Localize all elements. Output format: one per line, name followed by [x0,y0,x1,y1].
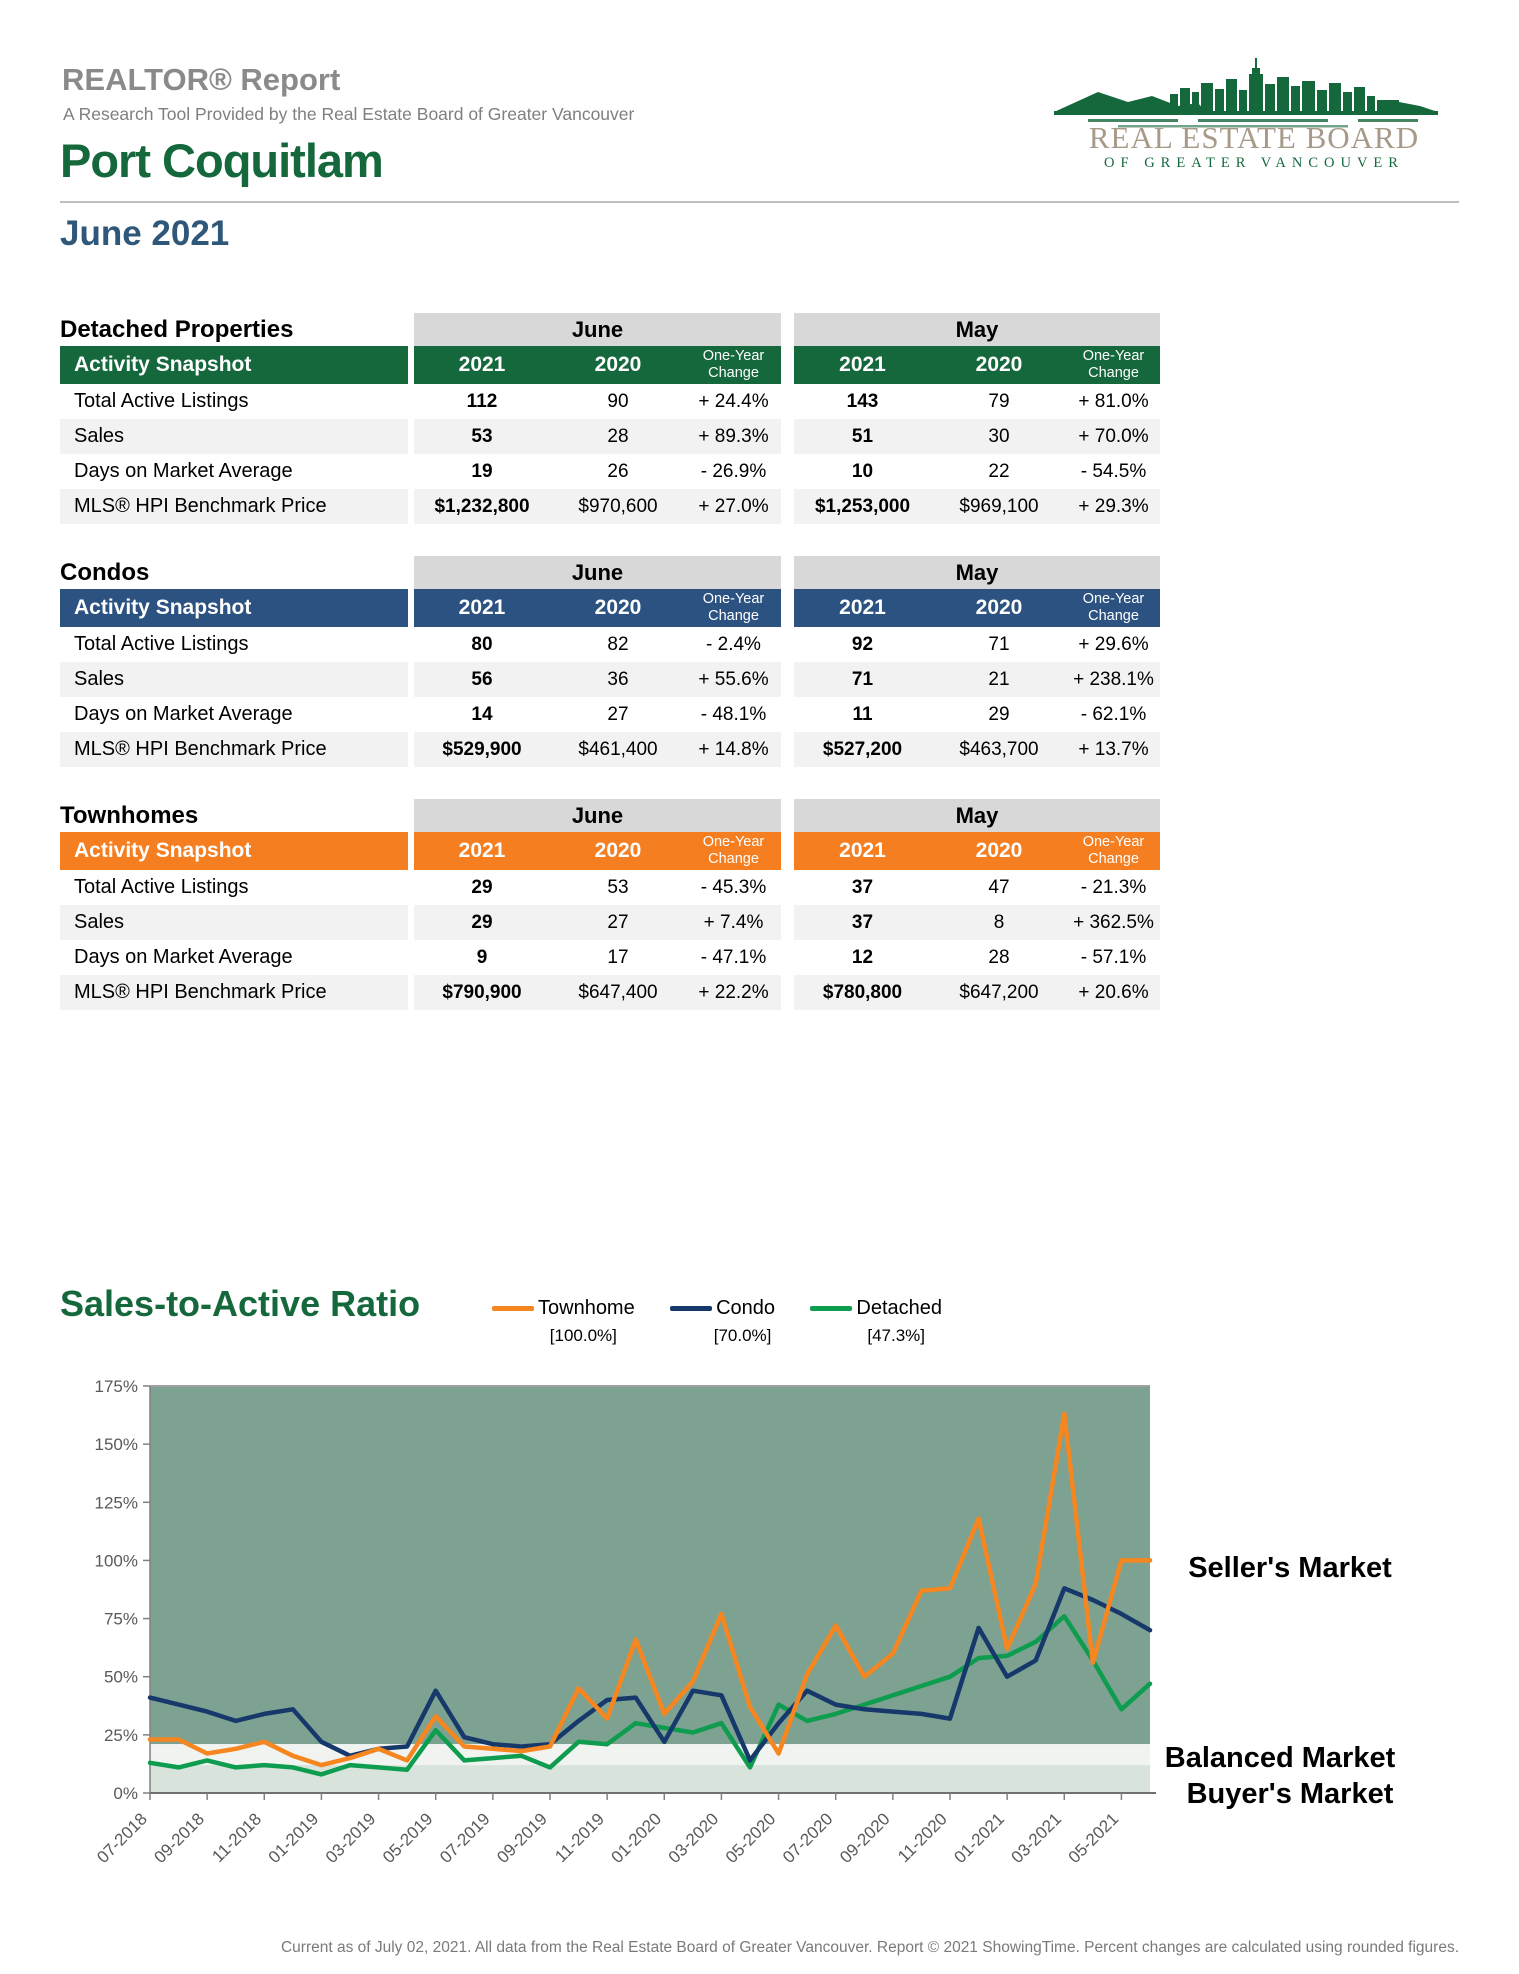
may-2021-value: 51 [794,419,931,454]
row-label: Total Active Listings [74,876,249,898]
x-tick-label: 07-2019 [436,1809,494,1867]
chart-title: Sales-to-Active Ratio [60,1283,421,1324]
legend-line-swatch [810,1306,852,1311]
june-2021-value: 14 [471,703,493,725]
may-change-value: + 81.0% [1078,390,1149,412]
row-label: Total Active Listings [74,633,249,655]
legend-entry [670,1297,775,1320]
report-period: June 2021 [60,214,230,253]
may-2021-value: $527,200 [794,732,931,767]
month-group-header: May [794,556,1160,589]
june-2021-value: $790,900 [414,975,550,1010]
y-tick-label: 125% [94,1493,138,1513]
column-header: 2020 [931,346,1067,384]
may-change-value: - 21.3% [1080,876,1147,898]
vancouver-skyline-graphic [1054,58,1438,128]
table-section-1 [60,556,1160,767]
month-group-header: June [414,799,781,832]
june-change-value: - 2.4% [706,633,761,655]
may-2021-value: 71 [794,662,931,697]
y-tick-label: 50% [103,1667,138,1687]
chart-legend [492,1297,942,1346]
june-2021-value: 19 [471,460,493,482]
snapshot-label: Activity Snapshot [60,589,408,627]
june-change-value: - 48.1% [700,703,767,725]
rebgv-logo [1048,50,1460,172]
x-tick-label: 11-2018 [208,1809,266,1867]
spacer [781,975,794,1010]
june-2021-value: 29 [471,876,493,898]
spacer [781,419,794,454]
column-header: One-Year Change [1067,832,1160,870]
spacer [781,346,794,384]
column-header: 2021 [414,346,550,384]
month-group-header: May [794,313,1160,346]
logo-line2: OF GREATER VANCOUVER [1104,155,1404,171]
row-label: Total Active Listings [74,390,249,412]
spacer [781,940,794,975]
june-change-value: + 27.0% [686,489,781,524]
page-title-city: Port Coquitlam [60,134,383,187]
spacer [781,832,794,870]
may-2020-value: $647,200 [931,975,1067,1010]
row-label: Sales [60,419,408,454]
may-change-value: + 13.7% [1067,732,1160,767]
section-title: Condos [60,559,150,586]
may-2021-value: 12 [851,946,874,968]
legend-item-detached [810,1297,942,1346]
column-header: 2020 [931,589,1067,627]
month-group-header: June [414,313,781,346]
may-change-value: - 62.1% [1080,703,1147,725]
x-tick-label: 11-2020 [894,1809,951,1867]
june-2020-value: 27 [607,703,629,725]
spacer [781,697,794,732]
legend-current-ratio: [100.0%] [549,1326,617,1345]
x-tick-label: 07-2018 [93,1809,151,1867]
legend-series-name: Detached [856,1297,942,1319]
sellers-market-label: Seller's Market [1188,1552,1392,1584]
spacer [781,627,794,662]
row-label: Days on Market Average [74,946,293,968]
logo-line1: REAL ESTATE BOARD [1088,120,1420,155]
legend-entry [492,1297,635,1320]
balanced-market-band [150,1744,1150,1765]
y-tick-label: 100% [94,1551,138,1571]
may-2020-value: 22 [988,460,1010,482]
june-2021-value: 56 [414,662,550,697]
sellers-market-band [150,1386,1150,1744]
spacer [781,905,794,940]
legend-series-name: Townhome [538,1297,635,1319]
y-tick-label: 175% [94,1380,138,1396]
y-tick-label: 0% [113,1784,138,1803]
spacer [781,799,794,832]
june-change-value: + 89.3% [686,419,781,454]
column-header: 2021 [414,589,550,627]
june-change-value: + 24.4% [698,390,769,412]
row-label: Days on Market Average [74,703,293,725]
column-header: One-Year Change [1067,346,1160,384]
may-2020-value: 30 [931,419,1067,454]
balanced-market-label: Balanced Market [1164,1742,1396,1774]
may-change-value: - 54.5% [1080,460,1147,482]
column-header: 2020 [550,832,686,870]
month-group-header: June [414,556,781,589]
spacer [781,454,794,489]
y-tick-label: 150% [94,1435,138,1455]
report-label: REALTOR® Report [62,62,341,97]
legend-line-swatch [492,1306,534,1311]
spacer [781,870,794,905]
x-tick-label: 01-2021 [950,1809,1008,1867]
spacer [781,489,794,524]
report-subtitle: A Research Tool Provided by the Real Estate Board of Greater Vancouver [63,104,635,124]
table-section-2 [60,799,1160,1010]
may-2021-value: 92 [851,633,874,655]
x-tick-label: 03-2019 [321,1809,380,1867]
x-tick-label: 01-2020 [607,1809,666,1867]
may-2021-value: 11 [852,703,873,725]
june-change-value: + 55.6% [686,662,781,697]
may-2021-value: $1,253,000 [794,489,931,524]
x-tick-label: 03-2021 [1007,1809,1066,1867]
legend-entry [810,1297,942,1320]
x-tick-label: 05-2020 [721,1809,780,1867]
june-2021-value: 112 [466,390,498,412]
snapshot-label: Activity Snapshot [60,832,408,870]
spacer [781,384,794,419]
row-label: Days on Market Average [74,460,293,482]
x-tick-label: 09-2020 [836,1809,894,1867]
section-title: Townhomes [60,802,199,829]
sales-to-active-chart [85,1380,1165,1892]
spacer [781,662,794,697]
may-2021-value: $780,800 [794,975,931,1010]
june-2020-value: 17 [607,946,629,968]
x-tick-label: 09-2019 [493,1809,551,1867]
column-header: One-Year Change [1067,589,1160,627]
x-tick-label: 05-2019 [378,1809,437,1867]
june-2021-value: $1,232,800 [414,489,550,524]
may-change-value: + 70.0% [1067,419,1160,454]
june-2020-value: 28 [550,419,686,454]
legend-current-ratio: [70.0%] [713,1326,772,1345]
june-2020-value: $461,400 [550,732,686,767]
may-change-value: + 29.6% [1078,633,1149,655]
x-tick-label: 07-2020 [778,1809,837,1867]
header-divider [60,201,1459,203]
june-2020-value: 27 [550,905,686,940]
may-2021-value: 37 [851,876,874,898]
may-2020-value: 8 [931,905,1067,940]
column-header: 2020 [550,589,686,627]
may-2020-value: 79 [988,390,1010,412]
may-2020-value: $463,700 [931,732,1067,767]
may-2020-value: 47 [988,876,1010,898]
legend-current-ratio: [47.3%] [867,1326,926,1345]
june-2020-value: 53 [607,876,629,898]
buyers-market-label: Buyer's Market [1186,1778,1394,1810]
june-change-value: - 26.9% [700,460,767,482]
may-change-value: + 362.5% [1067,905,1160,940]
row-label: Sales [60,662,408,697]
column-header: One-Year Change [686,589,781,627]
x-tick-label: 11-2019 [551,1809,608,1867]
june-2021-value: 80 [471,633,493,655]
spacer [781,556,794,589]
column-header: 2020 [550,346,686,384]
may-change-value: + 20.6% [1067,975,1160,1010]
section-title: Detached Properties [60,316,294,343]
june-2020-value: 90 [607,390,629,412]
column-header: 2021 [794,346,931,384]
x-tick-label: 03-2020 [664,1809,723,1867]
legend-line-swatch [670,1306,712,1311]
footer-note: Current as of July 02, 2021. All data from the Real Estate Board of Greater Vancouver. Report © 2021 ShowingTime. Percent changes are calculated using rounded figures. [280,1939,1459,1956]
may-2020-value: 71 [988,633,1010,655]
june-2021-value: 29 [414,905,550,940]
column-header: 2021 [794,589,931,627]
column-header: 2021 [414,832,550,870]
month-group-header: May [794,799,1160,832]
june-2021-value: $529,900 [414,732,550,767]
june-2021-value: 9 [476,946,488,968]
june-2020-value: 82 [607,633,629,655]
may-2020-value: 21 [931,662,1067,697]
june-2020-value: 36 [550,662,686,697]
may-2021-value: 37 [794,905,931,940]
x-tick-label: 09-2018 [150,1809,208,1867]
may-2021-value: 143 [846,390,879,412]
column-header: One-Year Change [686,346,781,384]
may-change-value: + 29.3% [1067,489,1160,524]
row-label: MLS® HPI Benchmark Price [60,975,408,1010]
may-change-value: + 238.1% [1067,662,1160,697]
june-change-value: + 22.2% [686,975,781,1010]
legend-series-name: Condo [716,1297,776,1319]
june-2020-value: $647,400 [550,975,686,1010]
may-2020-value: 28 [988,946,1010,968]
june-2020-value: $970,600 [550,489,686,524]
table-section-0 [60,313,1160,524]
snapshot-label: Activity Snapshot [60,346,408,384]
y-tick-label: 75% [103,1609,138,1629]
june-2020-value: 26 [607,460,629,482]
x-tick-label: 05-2021 [1064,1809,1123,1867]
spacer [781,313,794,346]
june-change-value: + 7.4% [686,905,781,940]
row-label: MLS® HPI Benchmark Price [60,489,408,524]
legend-item-townhome [492,1297,635,1346]
may-2020-value: $969,100 [931,489,1067,524]
june-change-value: + 14.8% [686,732,781,767]
spacer [781,589,794,627]
june-change-value: - 47.1% [700,946,767,968]
spacer [781,732,794,767]
y-tick-label: 25% [103,1725,138,1745]
column-header: 2020 [931,832,1067,870]
activity-tables [60,313,1160,1042]
may-2020-value: 29 [988,703,1010,725]
row-label: Sales [60,905,408,940]
june-2021-value: 53 [414,419,550,454]
column-header: 2021 [794,832,931,870]
june-change-value: - 45.3% [700,876,767,898]
legend-item-condo [670,1297,775,1346]
x-tick-label: 01-2019 [264,1809,323,1867]
column-header: One-Year Change [686,832,781,870]
may-change-value: - 57.1% [1080,946,1147,968]
row-label: MLS® HPI Benchmark Price [60,732,408,767]
may-2021-value: 10 [851,460,874,482]
